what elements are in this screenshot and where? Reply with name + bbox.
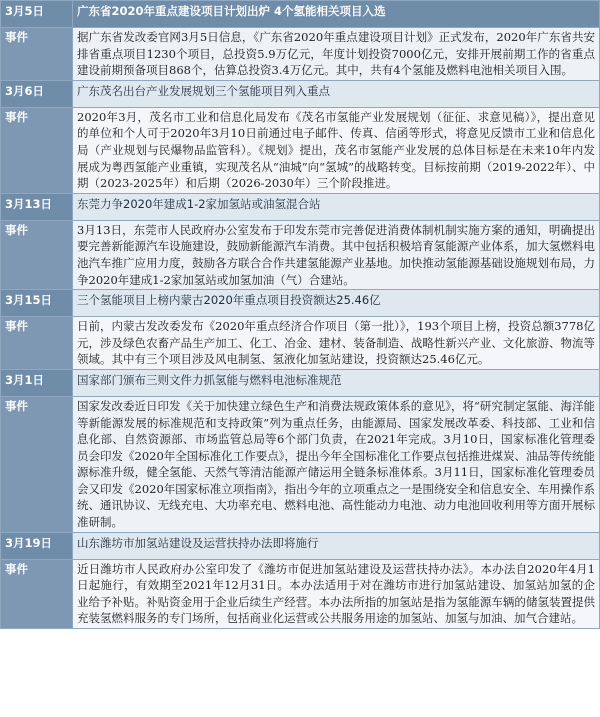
event-label: 事件 xyxy=(1,220,73,289)
event-label: 事件 xyxy=(1,28,73,81)
event-content: 2020年3月，茂名市工业和信息化局发布《茂名市氢能产业发展规划（征征、求意见稿）》，提出意见的单位和个人可于2020年3月10日前通过电子邮件、传真、信函等形式，将意见反馈市工业和信息化局（产业规划与民爆物品监管科）。《规划》提出，茂名市氢能产业发展的总体目标是在未来10年内发展成为粤西氢能产业重镇，实现茂名从“油城”向“氢城”的战略转变。目标按前期（2019-2022年）、中期（2023-2025年）和后期（2026-2030年）三个阶段推进。 xyxy=(73,107,600,193)
event-body-row xyxy=(1,559,600,628)
event-title: 东莞力争2020年建成1-2家加氢站或油氢混合站 xyxy=(73,193,600,220)
event-header-row xyxy=(1,1,600,28)
event-content: 3月13日，东莞市人民政府办公室发布于印发东莞市完善促进消费体制机制实施方案的通知，明确提出要完善新能源汽车设施建设，鼓励新能源汽车消费。其中包括积极培育氢能源产业体系，加大氢燃料电池汽车推广应用力度，鼓励各方联合合作共建氢能源产业基地。加快推动氢能源基础设施规划布局，力争2020年建成1-2家加氢站或加氢加油（气）合建站。 xyxy=(73,220,600,289)
event-label: 事件 xyxy=(1,107,73,193)
event-label: 事件 xyxy=(1,559,73,628)
event-header-row xyxy=(1,80,600,107)
event-date: 3月6日 xyxy=(1,80,73,107)
event-title: 山东潍坊市加氢站建设及运营扶持办法即将施行 xyxy=(73,532,600,559)
event-date: 3月1日 xyxy=(1,369,73,396)
event-date: 3月13日 xyxy=(1,193,73,220)
event-content: 国家发改委近日印发《关于加快建立绿色生产和消费法规政策体系的意见》，将“研究制定氢能、海洋能等新能源发展的标准规范和支持政策”列为重点任务，由能源局、国家发展改革委、科技部、工业和信息化部、自然资源部、市场监管总局等6个部门负责，在2021年完成。3月10日，国家标准化管理委员会印发《2020年全国标准化工作要点》，提出今年全国标准化工作要点包括推进煤炭、油品等传统能源标准升级，健全氢能、天然气等清洁能源产储运用全链条标准体系。3月11日，国家标准化管理委员会又印发《2020年国家标准立项指南》，指出今年的立项重点之一是围绕安全和信息安全、车用操作系统、通讯协议、无线充电、大功率充电、燃料电池、高性能动力电池、动力电池回收利用等方面开展标准研制。 xyxy=(73,396,600,532)
event-body-row xyxy=(1,317,600,370)
event-label: 事件 xyxy=(1,317,73,370)
event-header-row xyxy=(1,193,600,220)
event-content: 日前，内蒙古发改委发布《2020年重点经济合作项目（第一批）》，193个项目上榜，投资总额3778亿元，涉及绿色农畜产品生产加工、化工、冶金、建材、装备制造、战略性新兴产业、文化旅游、物流等领域。其中有三个项目涉及风电制氢、氢液化加氢站建设，投资额达25.46亿元。 xyxy=(73,317,600,370)
event-title: 国家部门颁布三则文件力抓氢能与燃料电池标准规范 xyxy=(73,369,600,396)
event-header-row xyxy=(1,369,600,396)
event-title: 广东茂名出台产业发展规划三个氢能项目列入重点 xyxy=(73,80,600,107)
event-header-row xyxy=(1,532,600,559)
event-body-row xyxy=(1,220,600,289)
event-date: 3月19日 xyxy=(1,532,73,559)
event-content: 近日潍坊市人民政府办公室印发了《潍坊市促进加氢站建设及运营扶持办法》。本办法自2020年4月1日起施行，有效期至2021年12月31日。本办法适用于对在潍坊市进行加氢站建设、加氢站加氢的企业给予补贴。补贴资金用于企业后续生产经营。本办法所指的加氢站是指为氢能源车辆的储氢装置提供充装氢燃料服务的专门场所，包括商业化运营或公共服务用途的加氢站、加氢与加油、加气合建站。 xyxy=(73,559,600,628)
event-title: 三个氢能项目上榜内蒙古2020年重点项目投资额达25.46亿 xyxy=(73,290,600,317)
event-date: 3月5日 xyxy=(1,1,73,28)
event-label: 事件 xyxy=(1,396,73,532)
event-header-row xyxy=(1,290,600,317)
event-content: 据广东省发改委官网3月5日信息，《广东省2020年重点建设项目计划》正式发布，2020年广东省共安排省重点项目1230个项目，总投资5.9万亿元，年度计划投资7000亿元，安排开展前期工作的省重点建设前期预备项目868个，估算总投资3.4万亿元。其中，共有4个氢能及燃料电池相关项目入围。 xyxy=(73,28,600,81)
event-body-row xyxy=(1,396,600,532)
event-body-row xyxy=(1,107,600,193)
event-body-row xyxy=(1,28,600,81)
event-title: 广东省2020年重点建设项目计划出炉 4个氢能相关项目入选 xyxy=(73,1,600,28)
event-date: 3月15日 xyxy=(1,290,73,317)
